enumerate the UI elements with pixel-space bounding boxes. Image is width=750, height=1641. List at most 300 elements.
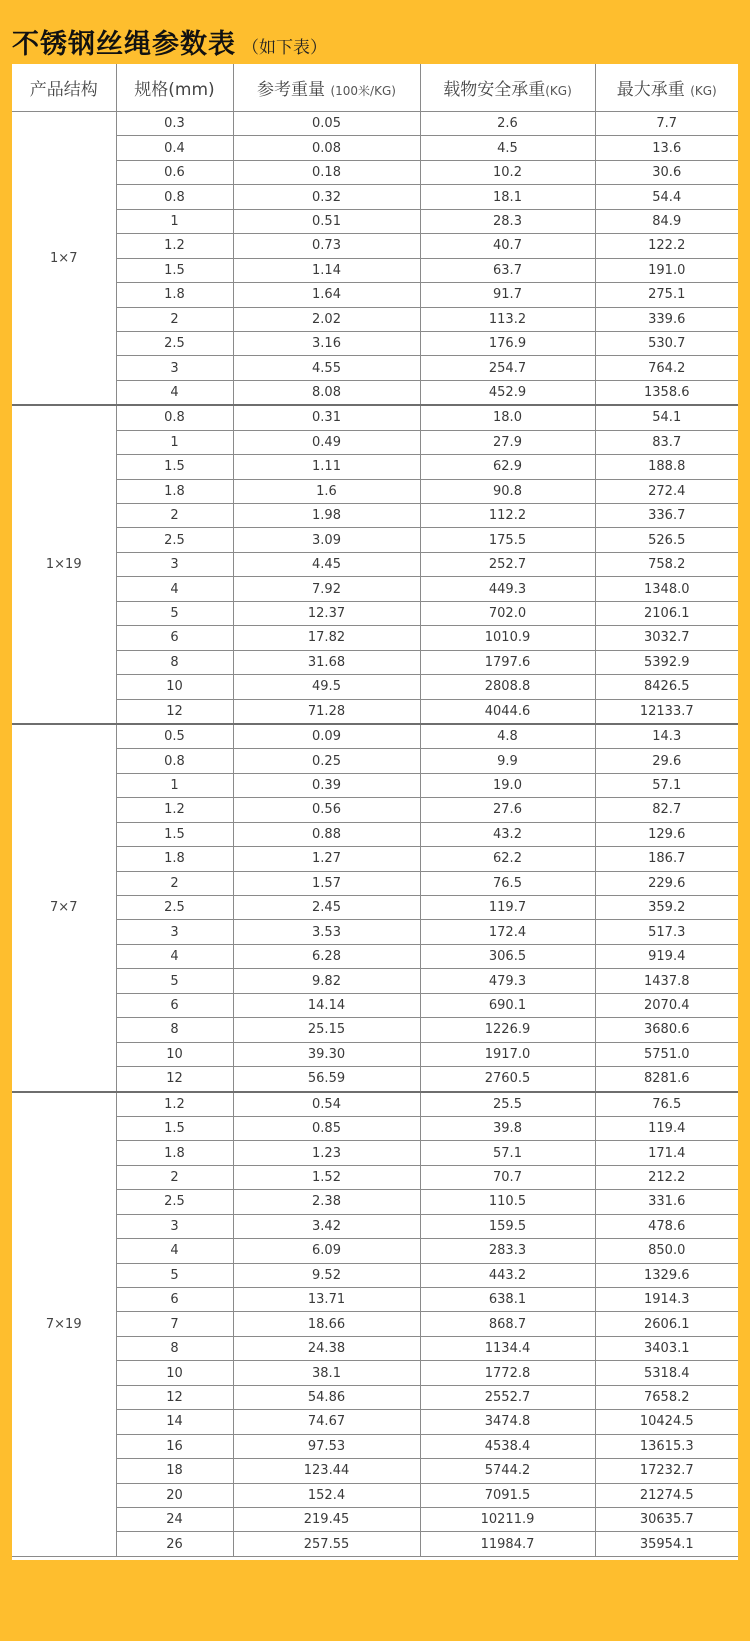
cell-max-load: 29.6 [595, 749, 738, 773]
cell-spec: 1.8 [116, 283, 233, 307]
cell-weight: 9.52 [233, 1263, 420, 1287]
cell-spec: 4 [116, 577, 233, 601]
cell-weight: 0.73 [233, 234, 420, 258]
cell-safe-load: 18.1 [420, 185, 595, 209]
table-row [12, 455, 738, 479]
cell-weight: 257.55 [233, 1532, 420, 1556]
cell-safe-load: 28.3 [420, 209, 595, 233]
cell-safe-load: 113.2 [420, 307, 595, 331]
cell-safe-load: 1010.9 [420, 626, 595, 650]
cell-weight: 0.09 [233, 724, 420, 749]
table-row [12, 871, 738, 895]
cell-safe-load: 1917.0 [420, 1042, 595, 1066]
cell-safe-load: 443.2 [420, 1263, 595, 1287]
cell-spec: 4 [116, 944, 233, 968]
cell-weight: 6.09 [233, 1239, 420, 1263]
cell-spec: 1 [116, 430, 233, 454]
header-safe-load-label: 载物安全承重 [443, 80, 546, 100]
table-row [12, 112, 738, 136]
cell-spec: 8 [116, 1018, 233, 1042]
cell-weight: 219.45 [233, 1507, 420, 1531]
table-row [12, 209, 738, 233]
table-row [12, 675, 738, 699]
cell-weight: 0.54 [233, 1092, 420, 1117]
cell-max-load: 229.6 [595, 871, 738, 895]
cell-weight: 56.59 [233, 1067, 420, 1092]
cell-structure: 7×7 [12, 724, 116, 1092]
cell-max-load: 1329.6 [595, 1263, 738, 1287]
cell-max-load: 12133.7 [595, 699, 738, 724]
cell-safe-load: 452.9 [420, 380, 595, 405]
cell-spec: 7 [116, 1312, 233, 1336]
table-row [12, 331, 738, 355]
cell-spec: 2.5 [116, 896, 233, 920]
table-row [12, 356, 738, 380]
cell-spec: 2.5 [116, 331, 233, 355]
table-row [12, 993, 738, 1017]
table-row [12, 1263, 738, 1287]
table-row [12, 822, 738, 846]
cell-safe-load: 112.2 [420, 504, 595, 528]
cell-weight: 7.92 [233, 577, 420, 601]
table-row [12, 1165, 738, 1189]
cell-weight: 3.42 [233, 1214, 420, 1238]
cell-weight: 97.53 [233, 1434, 420, 1458]
table-row [12, 160, 738, 184]
cell-safe-load: 306.5 [420, 944, 595, 968]
cell-weight: 1.27 [233, 847, 420, 871]
cell-weight: 1.23 [233, 1141, 420, 1165]
table-row [12, 1190, 738, 1214]
cell-weight: 0.51 [233, 209, 420, 233]
cell-max-load: 5751.0 [595, 1042, 738, 1066]
cell-max-load: 7.7 [595, 112, 738, 136]
cell-weight: 0.32 [233, 185, 420, 209]
cell-spec: 1.2 [116, 798, 233, 822]
table-row [12, 1018, 738, 1042]
cell-spec: 12 [116, 1067, 233, 1092]
cell-weight: 4.55 [233, 356, 420, 380]
cell-spec: 3 [116, 356, 233, 380]
cell-safe-load: 110.5 [420, 1190, 595, 1214]
table-row [12, 847, 738, 871]
cell-safe-load: 3474.8 [420, 1410, 595, 1434]
cell-max-load: 359.2 [595, 896, 738, 920]
cell-safe-load: 62.2 [420, 847, 595, 871]
cell-weight: 123.44 [233, 1459, 420, 1483]
cell-weight: 1.57 [233, 871, 420, 895]
cell-max-load: 21274.5 [595, 1483, 738, 1507]
cell-max-load: 850.0 [595, 1239, 738, 1263]
cell-safe-load: 1226.9 [420, 1018, 595, 1042]
cell-max-load: 530.7 [595, 331, 738, 355]
cell-weight: 0.18 [233, 160, 420, 184]
table-row [12, 1434, 738, 1458]
cell-safe-load: 4044.6 [420, 699, 595, 724]
table-row [12, 528, 738, 552]
cell-max-load: 1914.3 [595, 1288, 738, 1312]
cell-spec: 1 [116, 773, 233, 797]
cell-max-load: 54.4 [595, 185, 738, 209]
table-row [12, 699, 738, 724]
cell-spec: 1 [116, 209, 233, 233]
cell-weight: 38.1 [233, 1361, 420, 1385]
table-row [12, 626, 738, 650]
table-row [12, 1239, 738, 1263]
cell-max-load: 13.6 [595, 136, 738, 160]
cell-safe-load: 18.0 [420, 405, 595, 430]
cell-spec: 4 [116, 1239, 233, 1263]
cell-weight: 14.14 [233, 993, 420, 1017]
cell-spec: 8 [116, 650, 233, 674]
cell-spec: 0.6 [116, 160, 233, 184]
cell-weight: 4.45 [233, 552, 420, 576]
cell-max-load: 8426.5 [595, 675, 738, 699]
cell-spec: 6 [116, 993, 233, 1017]
cell-weight: 1.11 [233, 455, 420, 479]
cell-max-load: 8281.6 [595, 1067, 738, 1092]
cell-safe-load: 1772.8 [420, 1361, 595, 1385]
cell-weight: 49.5 [233, 675, 420, 699]
cell-spec: 10 [116, 1042, 233, 1066]
cell-weight: 6.28 [233, 944, 420, 968]
cell-weight: 8.08 [233, 380, 420, 405]
table-row [12, 136, 738, 160]
table-row [12, 1459, 738, 1483]
table-row [12, 577, 738, 601]
cell-spec: 2 [116, 504, 233, 528]
cell-max-load: 10424.5 [595, 1410, 738, 1434]
cell-max-load: 119.4 [595, 1116, 738, 1140]
header-max-load [595, 64, 738, 112]
cell-max-load: 5392.9 [595, 650, 738, 674]
cell-spec: 5 [116, 969, 233, 993]
table-row [12, 798, 738, 822]
table-row [12, 944, 738, 968]
cell-safe-load: 176.9 [420, 331, 595, 355]
cell-max-load: 57.1 [595, 773, 738, 797]
table-row [12, 1092, 738, 1117]
table-row [12, 283, 738, 307]
cell-spec: 12 [116, 699, 233, 724]
table-row [12, 504, 738, 528]
cell-weight: 3.53 [233, 920, 420, 944]
table-row [12, 1385, 738, 1409]
header-weight-label: 参考重量 [257, 80, 326, 100]
cell-safe-load: 25.5 [420, 1092, 595, 1117]
cell-max-load: 1348.0 [595, 577, 738, 601]
cell-max-load: 122.2 [595, 234, 738, 258]
header-spec: 规格(mm) [116, 64, 233, 112]
table-row [12, 1483, 738, 1507]
cell-max-load: 2606.1 [595, 1312, 738, 1336]
cell-weight: 13.71 [233, 1288, 420, 1312]
table-row [12, 969, 738, 993]
cell-structure: 1×19 [12, 405, 116, 724]
table-row [12, 1336, 738, 1360]
cell-max-load: 764.2 [595, 356, 738, 380]
table-row [12, 234, 738, 258]
cell-structure: 7×19 [12, 1092, 116, 1557]
cell-max-load: 3680.6 [595, 1018, 738, 1042]
cell-spec: 0.5 [116, 724, 233, 749]
cell-spec: 20 [116, 1483, 233, 1507]
cell-safe-load: 1134.4 [420, 1336, 595, 1360]
cell-spec: 12 [116, 1385, 233, 1409]
table-row [12, 1214, 738, 1238]
table-row [12, 1507, 738, 1531]
table-row [12, 405, 738, 430]
cell-safe-load: 10211.9 [420, 1507, 595, 1531]
cell-safe-load: 2.6 [420, 112, 595, 136]
cell-safe-load: 19.0 [420, 773, 595, 797]
cell-max-load: 30.6 [595, 160, 738, 184]
cell-safe-load: 1797.6 [420, 650, 595, 674]
cell-max-load: 54.1 [595, 405, 738, 430]
cell-spec: 10 [116, 675, 233, 699]
cell-safe-load: 638.1 [420, 1288, 595, 1312]
table-row [12, 920, 738, 944]
cell-safe-load: 62.9 [420, 455, 595, 479]
cell-spec: 18 [116, 1459, 233, 1483]
cell-weight: 54.86 [233, 1385, 420, 1409]
cell-weight: 0.39 [233, 773, 420, 797]
cell-safe-load: 57.1 [420, 1141, 595, 1165]
cell-weight: 152.4 [233, 1483, 420, 1507]
cell-safe-load: 70.7 [420, 1165, 595, 1189]
cell-spec: 6 [116, 626, 233, 650]
cell-max-load: 2070.4 [595, 993, 738, 1017]
cell-max-load: 14.3 [595, 724, 738, 749]
table-row [12, 773, 738, 797]
cell-safe-load: 868.7 [420, 1312, 595, 1336]
table-row [12, 1532, 738, 1556]
table-row [12, 724, 738, 749]
cell-spec: 6 [116, 1288, 233, 1312]
parameter-table [12, 64, 738, 1557]
cell-weight: 1.98 [233, 504, 420, 528]
table-row [12, 1141, 738, 1165]
cell-spec: 2 [116, 871, 233, 895]
title-main: 不锈钢丝绳参数表 [12, 29, 236, 60]
cell-weight: 18.66 [233, 1312, 420, 1336]
cell-spec: 2.5 [116, 528, 233, 552]
cell-safe-load: 254.7 [420, 356, 595, 380]
parameter-sheet [12, 64, 738, 1560]
cell-safe-load: 2760.5 [420, 1067, 595, 1092]
cell-max-load: 82.7 [595, 798, 738, 822]
cell-spec: 8 [116, 1336, 233, 1360]
cell-weight: 1.52 [233, 1165, 420, 1189]
cell-safe-load: 5744.2 [420, 1459, 595, 1483]
table-row [12, 258, 738, 282]
cell-max-load: 339.6 [595, 307, 738, 331]
header-max-load-label: 最大承重 [616, 80, 685, 100]
cell-spec: 1.2 [116, 1092, 233, 1117]
table-row [12, 1067, 738, 1092]
cell-safe-load: 27.6 [420, 798, 595, 822]
cell-spec: 2.5 [116, 1190, 233, 1214]
table-row [12, 1042, 738, 1066]
cell-spec: 1.5 [116, 258, 233, 282]
cell-weight: 71.28 [233, 699, 420, 724]
cell-safe-load: 91.7 [420, 283, 595, 307]
cell-safe-load: 39.8 [420, 1116, 595, 1140]
cell-weight: 1.64 [233, 283, 420, 307]
cell-spec: 4 [116, 380, 233, 405]
cell-safe-load: 76.5 [420, 871, 595, 895]
cell-max-load: 517.3 [595, 920, 738, 944]
cell-spec: 26 [116, 1532, 233, 1556]
table-row [12, 307, 738, 331]
cell-max-load: 171.4 [595, 1141, 738, 1165]
cell-safe-load: 702.0 [420, 601, 595, 625]
cell-max-load: 2106.1 [595, 601, 738, 625]
cell-safe-load: 43.2 [420, 822, 595, 846]
cell-max-load: 758.2 [595, 552, 738, 576]
table-row [12, 430, 738, 454]
cell-max-load: 5318.4 [595, 1361, 738, 1385]
cell-weight: 9.82 [233, 969, 420, 993]
cell-weight: 25.15 [233, 1018, 420, 1042]
cell-safe-load: 11984.7 [420, 1532, 595, 1556]
cell-max-load: 1358.6 [595, 380, 738, 405]
table-row [12, 749, 738, 773]
cell-weight: 12.37 [233, 601, 420, 625]
cell-weight: 2.45 [233, 896, 420, 920]
cell-max-load: 188.8 [595, 455, 738, 479]
cell-weight: 0.85 [233, 1116, 420, 1140]
cell-spec: 0.8 [116, 185, 233, 209]
cell-max-load: 191.0 [595, 258, 738, 282]
table-row [12, 1361, 738, 1385]
cell-weight: 0.88 [233, 822, 420, 846]
cell-safe-load: 10.2 [420, 160, 595, 184]
table-body [12, 112, 738, 1557]
cell-spec: 1.8 [116, 479, 233, 503]
cell-max-load: 35954.1 [595, 1532, 738, 1556]
table-row [12, 479, 738, 503]
cell-safe-load: 4538.4 [420, 1434, 595, 1458]
page-title [12, 22, 327, 62]
cell-weight: 0.25 [233, 749, 420, 773]
table-row [12, 1288, 738, 1312]
cell-spec: 3 [116, 920, 233, 944]
cell-safe-load: 159.5 [420, 1214, 595, 1238]
cell-weight: 74.67 [233, 1410, 420, 1434]
header-weight-unit: (100米/KG) [330, 84, 396, 98]
cell-spec: 1.5 [116, 1116, 233, 1140]
cell-max-load: 919.4 [595, 944, 738, 968]
cell-weight: 24.38 [233, 1336, 420, 1360]
title-sub: （如下表） [242, 38, 327, 58]
cell-safe-load: 283.3 [420, 1239, 595, 1263]
cell-max-load: 275.1 [595, 283, 738, 307]
cell-safe-load: 690.1 [420, 993, 595, 1017]
cell-max-load: 186.7 [595, 847, 738, 871]
cell-weight: 0.08 [233, 136, 420, 160]
cell-weight: 0.31 [233, 405, 420, 430]
cell-spec: 0.8 [116, 405, 233, 430]
cell-safe-load: 252.7 [420, 552, 595, 576]
cell-safe-load: 27.9 [420, 430, 595, 454]
cell-safe-load: 175.5 [420, 528, 595, 552]
cell-weight: 3.09 [233, 528, 420, 552]
header-safe-load [420, 64, 595, 112]
cell-max-load: 17232.7 [595, 1459, 738, 1483]
cell-max-load: 1437.8 [595, 969, 738, 993]
cell-spec: 14 [116, 1410, 233, 1434]
cell-safe-load: 2808.8 [420, 675, 595, 699]
cell-max-load: 83.7 [595, 430, 738, 454]
table-row [12, 1312, 738, 1336]
table-row [12, 185, 738, 209]
cell-weight: 17.82 [233, 626, 420, 650]
cell-weight: 0.05 [233, 112, 420, 136]
table-row [12, 650, 738, 674]
cell-weight: 31.68 [233, 650, 420, 674]
cell-safe-load: 9.9 [420, 749, 595, 773]
cell-max-load: 212.2 [595, 1165, 738, 1189]
cell-spec: 0.8 [116, 749, 233, 773]
table-row [12, 1116, 738, 1140]
cell-safe-load: 172.4 [420, 920, 595, 944]
cell-spec: 16 [116, 1434, 233, 1458]
cell-safe-load: 7091.5 [420, 1483, 595, 1507]
cell-spec: 2 [116, 1165, 233, 1189]
cell-weight: 1.14 [233, 258, 420, 282]
cell-safe-load: 63.7 [420, 258, 595, 282]
cell-safe-load: 40.7 [420, 234, 595, 258]
cell-spec: 10 [116, 1361, 233, 1385]
cell-spec: 1.8 [116, 847, 233, 871]
cell-safe-load: 90.8 [420, 479, 595, 503]
cell-weight: 0.56 [233, 798, 420, 822]
cell-max-load: 331.6 [595, 1190, 738, 1214]
cell-spec: 3 [116, 1214, 233, 1238]
cell-max-load: 129.6 [595, 822, 738, 846]
header-max-load-unit: (KG) [690, 84, 717, 98]
header-weight [233, 64, 420, 112]
cell-spec: 1.2 [116, 234, 233, 258]
cell-spec: 0.3 [116, 112, 233, 136]
cell-safe-load: 2552.7 [420, 1385, 595, 1409]
cell-weight: 0.49 [233, 430, 420, 454]
cell-max-load: 336.7 [595, 504, 738, 528]
cell-spec: 5 [116, 1263, 233, 1287]
cell-structure: 1×7 [12, 112, 116, 406]
cell-max-load: 3403.1 [595, 1336, 738, 1360]
cell-spec: 24 [116, 1507, 233, 1531]
cell-max-load: 13615.3 [595, 1434, 738, 1458]
cell-safe-load: 4.8 [420, 724, 595, 749]
cell-spec: 1.5 [116, 455, 233, 479]
cell-max-load: 7658.2 [595, 1385, 738, 1409]
cell-max-load: 272.4 [595, 479, 738, 503]
cell-spec: 1.5 [116, 822, 233, 846]
cell-safe-load: 449.3 [420, 577, 595, 601]
cell-safe-load: 479.3 [420, 969, 595, 993]
cell-safe-load: 4.5 [420, 136, 595, 160]
cell-max-load: 478.6 [595, 1214, 738, 1238]
cell-max-load: 3032.7 [595, 626, 738, 650]
cell-weight: 2.38 [233, 1190, 420, 1214]
cell-max-load: 30635.7 [595, 1507, 738, 1531]
table-row [12, 601, 738, 625]
cell-spec: 5 [116, 601, 233, 625]
header-structure: 产品结构 [12, 64, 116, 112]
cell-max-load: 76.5 [595, 1092, 738, 1117]
